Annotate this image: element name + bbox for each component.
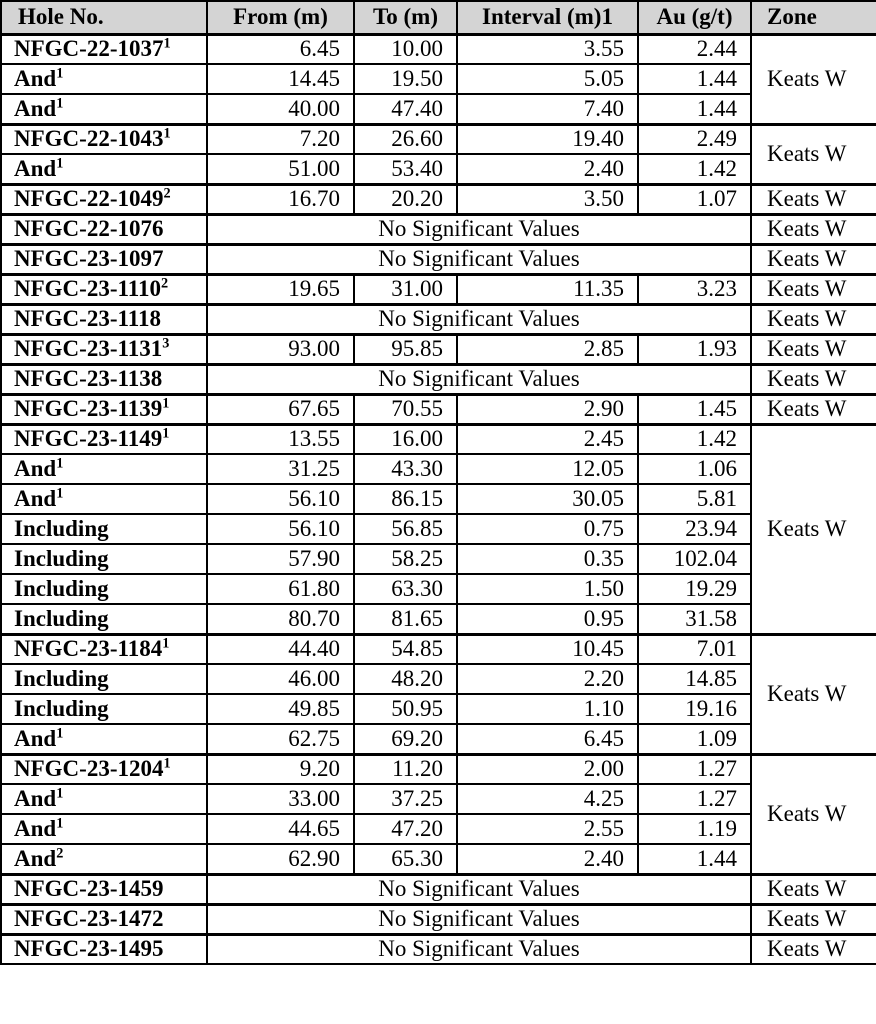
hole-no-cell: NFGC-23-1495 bbox=[1, 934, 207, 964]
from-cell: 44.65 bbox=[207, 814, 354, 844]
zone-cell: Keats W bbox=[751, 394, 876, 424]
au-cell: 2.49 bbox=[638, 124, 751, 154]
from-cell: 16.70 bbox=[207, 184, 354, 214]
from-cell: 49.85 bbox=[207, 694, 354, 724]
zone-cell: Keats W bbox=[751, 424, 876, 634]
table-row bbox=[1, 634, 876, 664]
from-cell: 56.10 bbox=[207, 514, 354, 544]
column-header-au: Au (g/t) bbox=[638, 1, 751, 34]
au-cell: 1.09 bbox=[638, 724, 751, 754]
to-cell: 48.20 bbox=[354, 664, 457, 694]
zone-cell: Keats W bbox=[751, 334, 876, 364]
footnote-superscript: 2 bbox=[56, 845, 64, 862]
to-cell: 81.65 bbox=[354, 604, 457, 634]
au-cell: 3.23 bbox=[638, 274, 751, 304]
interval-cell: 1.50 bbox=[457, 574, 638, 604]
interval-cell: 3.55 bbox=[457, 34, 638, 64]
au-cell: 5.81 bbox=[638, 484, 751, 514]
from-cell: 56.10 bbox=[207, 484, 354, 514]
to-cell: 37.25 bbox=[354, 784, 457, 814]
table-row bbox=[1, 484, 876, 514]
zone-cell: Keats W bbox=[751, 634, 876, 754]
hole-no-cell: NFGC-22-1076 bbox=[1, 214, 207, 244]
to-cell: 69.20 bbox=[354, 724, 457, 754]
table-row bbox=[1, 514, 876, 544]
zone-cell: Keats W bbox=[751, 934, 876, 964]
to-cell: 50.95 bbox=[354, 694, 457, 724]
zone-cell: Keats W bbox=[751, 124, 876, 184]
footnote-superscript: 1 bbox=[162, 425, 170, 442]
table-row bbox=[1, 544, 876, 574]
to-cell: 47.20 bbox=[354, 814, 457, 844]
from-cell: 33.00 bbox=[207, 784, 354, 814]
interval-cell: 6.45 bbox=[457, 724, 638, 754]
hole-no-cell: NFGC-23-1118 bbox=[1, 304, 207, 334]
table-row bbox=[1, 934, 876, 964]
hole-no-cell: Including bbox=[1, 694, 207, 724]
column-header-from: From (m) bbox=[207, 1, 354, 34]
no-significant-values-cell: No Significant Values bbox=[207, 244, 751, 274]
hole-no-cell: Including bbox=[1, 664, 207, 694]
table-row bbox=[1, 274, 876, 304]
zone-cell: Keats W bbox=[751, 274, 876, 304]
from-cell: 93.00 bbox=[207, 334, 354, 364]
column-header-zone: Zone bbox=[751, 1, 876, 34]
au-cell: 1.42 bbox=[638, 154, 751, 184]
table-row bbox=[1, 664, 876, 694]
hole-no-cell: And$^1$ bbox=[1, 484, 207, 514]
au-cell: 1.45 bbox=[638, 394, 751, 424]
to-cell: 56.85 bbox=[354, 514, 457, 544]
hole-no-cell: NFGC-22-1049$^2$ bbox=[1, 184, 207, 214]
hole-no-cell: Including bbox=[1, 544, 207, 574]
from-cell: 57.90 bbox=[207, 544, 354, 574]
hole-no-cell: And$^1$ bbox=[1, 724, 207, 754]
column-header-hole-no: Hole No. bbox=[1, 1, 207, 34]
from-cell: 62.75 bbox=[207, 724, 354, 754]
au-cell: 1.07 bbox=[638, 184, 751, 214]
interval-cell: 2.45 bbox=[457, 424, 638, 454]
to-cell: 95.85 bbox=[354, 334, 457, 364]
interval-cell: 1.10 bbox=[457, 694, 638, 724]
au-cell: 1.19 bbox=[638, 814, 751, 844]
au-cell: 1.27 bbox=[638, 784, 751, 814]
au-cell: 1.44 bbox=[638, 844, 751, 874]
footnote-superscript: 2 bbox=[160, 275, 169, 292]
footnote-superscript: 1 bbox=[56, 95, 64, 112]
to-cell: 86.15 bbox=[354, 484, 457, 514]
zone-cell: Keats W bbox=[751, 364, 876, 394]
table-row bbox=[1, 424, 876, 454]
to-cell: 53.40 bbox=[354, 154, 457, 184]
to-cell: 19.50 bbox=[354, 64, 457, 94]
table-row bbox=[1, 844, 876, 874]
footnote-superscript: 1 bbox=[56, 485, 64, 502]
au-cell: 7.01 bbox=[638, 634, 751, 664]
to-cell: 16.00 bbox=[354, 424, 457, 454]
column-header-to: To (m) bbox=[354, 1, 457, 34]
to-cell: 47.40 bbox=[354, 94, 457, 124]
au-cell: 19.16 bbox=[638, 694, 751, 724]
hole-no-cell: And$^1$ bbox=[1, 784, 207, 814]
table-body bbox=[1, 34, 876, 964]
table-row bbox=[1, 694, 876, 724]
hole-no-cell: Including bbox=[1, 514, 207, 544]
au-cell: 19.29 bbox=[638, 574, 751, 604]
hole-no-cell: And$^1$ bbox=[1, 454, 207, 484]
from-cell: 61.80 bbox=[207, 574, 354, 604]
table-header bbox=[1, 1, 876, 34]
zone-cell: Keats W bbox=[751, 34, 876, 124]
interval-cell: 2.40 bbox=[457, 844, 638, 874]
no-significant-values-cell: No Significant Values bbox=[207, 874, 751, 904]
from-cell: 40.00 bbox=[207, 94, 354, 124]
from-cell: 44.40 bbox=[207, 634, 354, 664]
to-cell: 43.30 bbox=[354, 454, 457, 484]
hole-no-cell: And$^1$ bbox=[1, 64, 207, 94]
table-row bbox=[1, 214, 876, 244]
table-row bbox=[1, 604, 876, 634]
footnote-superscript: 1 bbox=[56, 65, 64, 82]
hole-no-cell: NFGC-22-1043$^1$ bbox=[1, 124, 207, 154]
au-cell: 23.94 bbox=[638, 514, 751, 544]
hole-no-cell: NFGC-23-1472 bbox=[1, 904, 207, 934]
table-row bbox=[1, 124, 876, 154]
interval-cell: 30.05 bbox=[457, 484, 638, 514]
footnote-superscript: 1 bbox=[56, 725, 64, 742]
hole-no-cell: Including bbox=[1, 604, 207, 634]
from-cell: 13.55 bbox=[207, 424, 354, 454]
table-row bbox=[1, 754, 876, 784]
hole-no-cell: And$^1$ bbox=[1, 814, 207, 844]
footnote-superscript: 3 bbox=[162, 335, 170, 352]
interval-cell: 0.95 bbox=[457, 604, 638, 634]
au-cell: 14.85 bbox=[638, 664, 751, 694]
to-cell: 10.00 bbox=[354, 34, 457, 64]
from-cell: 67.65 bbox=[207, 394, 354, 424]
interval-cell: 3.50 bbox=[457, 184, 638, 214]
zone-cell: Keats W bbox=[751, 874, 876, 904]
hole-no-cell: Including bbox=[1, 574, 207, 604]
zone-cell: Keats W bbox=[751, 184, 876, 214]
no-significant-values-cell: No Significant Values bbox=[207, 934, 751, 964]
from-cell: 9.20 bbox=[207, 754, 354, 784]
au-cell: 2.44 bbox=[638, 34, 751, 64]
footnote-superscript: 1 bbox=[163, 35, 171, 52]
hole-no-cell: NFGC-23-1204$^1$ bbox=[1, 754, 207, 784]
table-row bbox=[1, 244, 876, 274]
zone-cell: Keats W bbox=[751, 244, 876, 274]
table-row bbox=[1, 724, 876, 754]
table-row bbox=[1, 904, 876, 934]
hole-no-cell: NFGC-23-1149$^1$ bbox=[1, 424, 207, 454]
hole-no-cell: And$^1$ bbox=[1, 94, 207, 124]
from-cell: 62.90 bbox=[207, 844, 354, 874]
zone-cell: Keats W bbox=[751, 904, 876, 934]
to-cell: 26.60 bbox=[354, 124, 457, 154]
interval-cell: 5.05 bbox=[457, 64, 638, 94]
interval-cell: 10.45 bbox=[457, 634, 638, 664]
au-cell: 1.93 bbox=[638, 334, 751, 364]
hole-no-cell: And$^2$ bbox=[1, 844, 207, 874]
to-cell: 58.25 bbox=[354, 544, 457, 574]
interval-cell: 19.40 bbox=[457, 124, 638, 154]
interval-cell: 0.35 bbox=[457, 544, 638, 574]
no-significant-values-cell: No Significant Values bbox=[207, 304, 751, 334]
hole-no-cell: NFGC-23-1110$^2$ bbox=[1, 274, 207, 304]
interval-cell: 4.25 bbox=[457, 784, 638, 814]
table-row bbox=[1, 154, 876, 184]
au-cell: 1.42 bbox=[638, 424, 751, 454]
table-row bbox=[1, 334, 876, 364]
footnote-superscript: 2 bbox=[163, 185, 171, 202]
from-cell: 46.00 bbox=[207, 664, 354, 694]
hole-no-cell: NFGC-23-1097 bbox=[1, 244, 207, 274]
to-cell: 11.20 bbox=[354, 754, 457, 784]
interval-cell: 2.55 bbox=[457, 814, 638, 844]
footnote-superscript: 1 bbox=[163, 125, 171, 142]
interval-cell: 12.05 bbox=[457, 454, 638, 484]
interval-cell: 2.40 bbox=[457, 154, 638, 184]
au-cell: 31.58 bbox=[638, 604, 751, 634]
column-header-interval: Interval (m)1 bbox=[457, 1, 638, 34]
footnote-superscript: 1 bbox=[56, 155, 64, 172]
table-row bbox=[1, 874, 876, 904]
au-cell: 102.04 bbox=[638, 544, 751, 574]
interval-cell: 2.90 bbox=[457, 394, 638, 424]
interval-cell: 7.40 bbox=[457, 94, 638, 124]
to-cell: 63.30 bbox=[354, 574, 457, 604]
table-row bbox=[1, 304, 876, 334]
table-row bbox=[1, 784, 876, 814]
hole-no-cell: NFGC-23-1184$^1$ bbox=[1, 634, 207, 664]
footnote-superscript: 1 bbox=[162, 395, 170, 412]
table-row bbox=[1, 454, 876, 484]
from-cell: 7.20 bbox=[207, 124, 354, 154]
to-cell: 65.30 bbox=[354, 844, 457, 874]
interval-cell: 2.85 bbox=[457, 334, 638, 364]
from-cell: 51.00 bbox=[207, 154, 354, 184]
from-cell: 80.70 bbox=[207, 604, 354, 634]
no-significant-values-cell: No Significant Values bbox=[207, 214, 751, 244]
zone-cell: Keats W bbox=[751, 754, 876, 874]
footnote-superscript: 1 bbox=[163, 755, 171, 772]
table-row bbox=[1, 64, 876, 94]
table-row bbox=[1, 94, 876, 124]
table-row bbox=[1, 364, 876, 394]
footnote-superscript: 1 bbox=[56, 785, 64, 802]
zone-cell: Keats W bbox=[751, 214, 876, 244]
hole-no-cell: NFGC-23-1139$^1$ bbox=[1, 394, 207, 424]
hole-no-cell: NFGC-23-1138 bbox=[1, 364, 207, 394]
interval-cell: 2.00 bbox=[457, 754, 638, 784]
zone-cell: Keats W bbox=[751, 304, 876, 334]
from-cell: 31.25 bbox=[207, 454, 354, 484]
hole-no-cell: NFGC-22-1037$^1$ bbox=[1, 34, 207, 64]
to-cell: 31.00 bbox=[354, 274, 457, 304]
to-cell: 54.85 bbox=[354, 634, 457, 664]
hole-no-cell: NFGC-23-1131$^3$ bbox=[1, 334, 207, 364]
from-cell: 19.65 bbox=[207, 274, 354, 304]
interval-cell: 11.35 bbox=[457, 274, 638, 304]
footnote-superscript: 1 bbox=[162, 635, 170, 652]
au-cell: 1.44 bbox=[638, 64, 751, 94]
from-cell: 14.45 bbox=[207, 64, 354, 94]
interval-cell: 0.75 bbox=[457, 514, 638, 544]
au-cell: 1.44 bbox=[638, 94, 751, 124]
au-cell: 1.27 bbox=[638, 754, 751, 784]
hole-no-cell: NFGC-23-1459 bbox=[1, 874, 207, 904]
au-cell: 1.06 bbox=[638, 454, 751, 484]
to-cell: 20.20 bbox=[354, 184, 457, 214]
footnote-superscript: 1 bbox=[56, 455, 64, 472]
from-cell: 6.45 bbox=[207, 34, 354, 64]
table-row bbox=[1, 394, 876, 424]
table-row bbox=[1, 34, 876, 64]
hole-no-cell: And$^1$ bbox=[1, 154, 207, 184]
to-cell: 70.55 bbox=[354, 394, 457, 424]
table-row bbox=[1, 184, 876, 214]
footnote-superscript: 1 bbox=[56, 815, 64, 832]
no-significant-values-cell: No Significant Values bbox=[207, 904, 751, 934]
table-row bbox=[1, 574, 876, 604]
header-row bbox=[1, 1, 876, 34]
interval-cell: 2.20 bbox=[457, 664, 638, 694]
table-row bbox=[1, 814, 876, 844]
no-significant-values-cell: No Significant Values bbox=[207, 364, 751, 394]
